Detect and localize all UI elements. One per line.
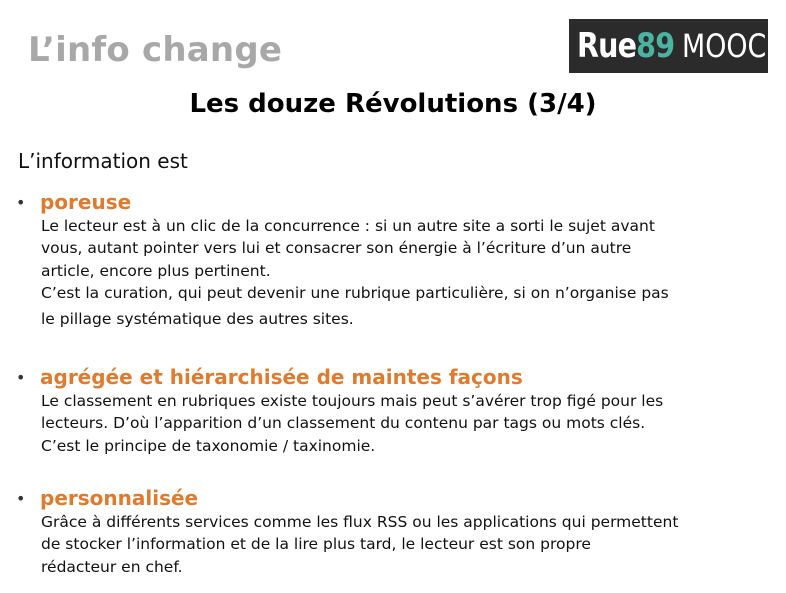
item-term: agrégée et hiérarchisée de maintes façons (40, 365, 523, 389)
intro-text: L’information est (18, 149, 188, 173)
description-line: vous, autant pointer vers lui et consacrer son énergie à l’écriture d’un autre (41, 239, 632, 258)
logo-mooc-text: MOOC (682, 27, 767, 65)
description-line: Le lecteur est à un clic de la concurrence : si un autre site a sorti le sujet avant (41, 217, 655, 235)
item-description (41, 390, 771, 457)
header-title: L’info change (28, 30, 283, 70)
item-description (41, 511, 771, 578)
item-description (41, 215, 771, 330)
description-line: rédacteur en chef. (41, 557, 183, 576)
logo-brand (577, 26, 674, 66)
bullet-icon: • (16, 193, 26, 212)
logo-brand-text: Rue (577, 26, 637, 66)
bullet-icon: • (16, 368, 26, 387)
rue89-mooc-logo (569, 19, 768, 73)
description-line: article, encore plus pertinent. (41, 261, 271, 280)
description-line: C’est la curation, qui peut devenir une rubrique particulière, si on n’organise pas (41, 283, 669, 302)
description-line: de stocker l’information et de la lire plus tard, le lecteur est son propre (41, 535, 591, 554)
description-line: lecteurs. D’où l’apparition d’un classement du contenu par tags ou mots clés. (41, 414, 646, 433)
slide-title: Les douze Révolutions (3/4) (189, 89, 597, 119)
item-term: personnalisée (40, 486, 199, 510)
bullet-icon: • (16, 489, 26, 508)
description-line: C’est le principe de taxonomie / taxinomie. (41, 436, 376, 455)
logo-brand-number: 89 (636, 26, 675, 66)
item-term: poreuse (40, 190, 132, 214)
description-line: Grâce à différents services comme les flux RSS ou les applications qui permettent (41, 513, 679, 531)
description-line: le pillage systématique des autres sites. (41, 310, 354, 329)
description-line: Le classement en rubriques existe toujours mais peut s’avérer trop figé pour les (41, 392, 664, 410)
